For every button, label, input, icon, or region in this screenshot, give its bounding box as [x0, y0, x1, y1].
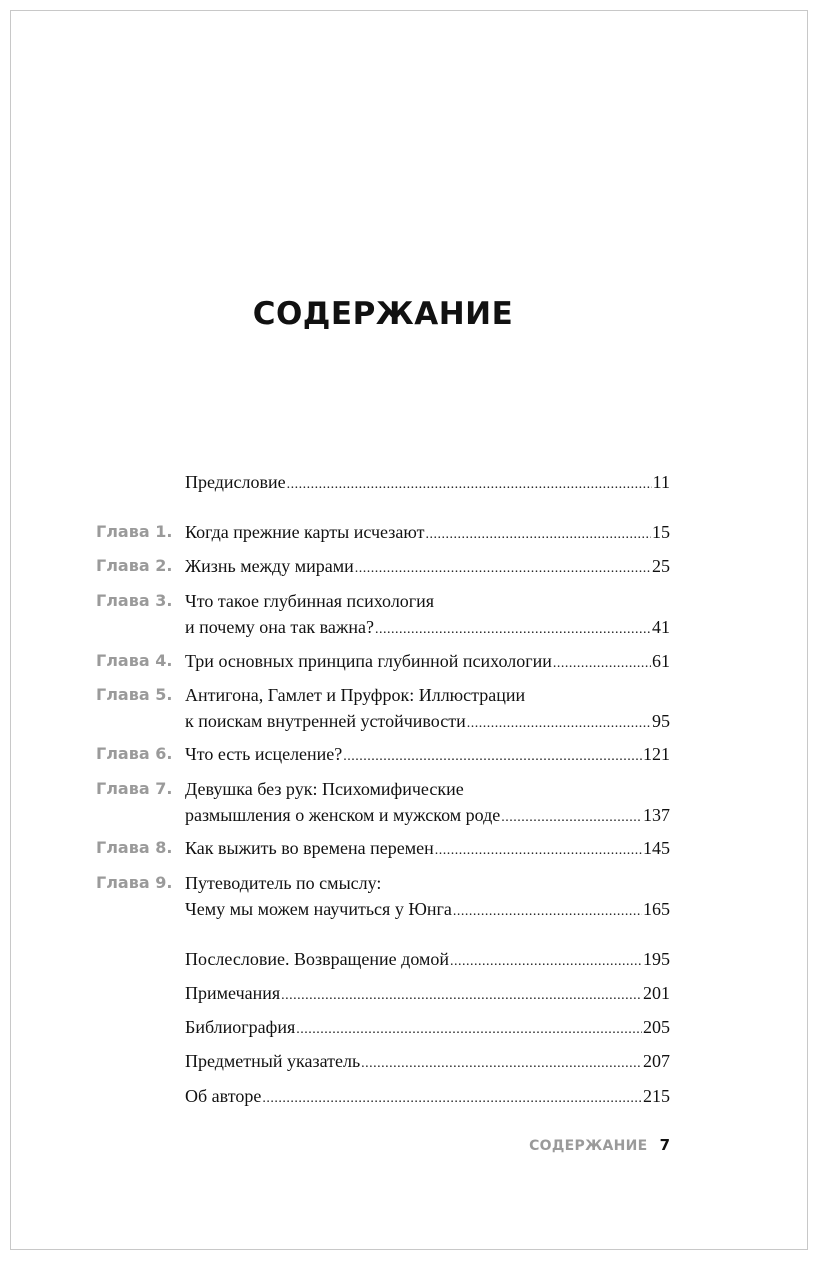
toc-page-number: 15: [652, 522, 670, 542]
toc-entry-bibliography[interactable]: [0, 1015, 820, 1039]
toc-entry-chapter-6[interactable]: [0, 742, 820, 766]
toc-entry-title-line1: Девушка без рук: Психомифические: [185, 779, 464, 799]
toc-entry-chapter-2[interactable]: [0, 554, 820, 578]
toc-line: [185, 803, 670, 827]
toc-entry-title-line1: Что такое глубинная психология: [185, 591, 435, 611]
toc-entry-chapter-8[interactable]: [0, 836, 820, 860]
toc-line: [185, 1084, 670, 1108]
toc-entry-notes[interactable]: [0, 981, 820, 1005]
toc-line: [185, 1049, 670, 1073]
toc-entry-title: Три основных принципа глубинной психологии: [185, 651, 552, 671]
toc-entry-chapter-1[interactable]: [0, 520, 820, 544]
toc-line: [185, 981, 670, 1005]
dot-leader: [262, 1087, 642, 1111]
toc-entry-afterword[interactable]: [0, 947, 820, 971]
dot-leader: [343, 745, 642, 769]
toc-line: [185, 871, 670, 895]
toc-line: [185, 742, 670, 766]
chapter-label: Глава 4.: [96, 651, 173, 670]
running-footer: [0, 1136, 670, 1158]
toc-page-number: 25: [652, 556, 670, 576]
toc-page-number: 201: [643, 983, 670, 1003]
chapter-label: Глава 6.: [96, 744, 173, 763]
toc-page-number: 121: [643, 744, 670, 764]
toc-line: [185, 683, 670, 707]
toc-entry-title: Библиография: [185, 1017, 296, 1037]
toc-entry-title: Предметный указатель: [185, 1051, 361, 1071]
toc-line: [185, 709, 670, 733]
toc-entry-title: и почему она так важна?: [185, 617, 374, 637]
toc-page-number: 165: [643, 899, 670, 919]
chapter-label: Глава 8.: [96, 838, 173, 857]
toc-page-number: 95: [652, 711, 670, 731]
toc-page-number: 145: [643, 838, 670, 858]
toc-page-number: 215: [643, 1086, 670, 1106]
toc-page-number: 207: [643, 1051, 670, 1071]
toc-entry-title: Послесловие. Возвращение домой: [185, 949, 449, 969]
toc-line: [185, 520, 670, 544]
toc-entry-title: Когда прежние карты исчезают: [185, 522, 425, 542]
toc-line: [185, 777, 670, 801]
dot-leader: [287, 473, 652, 497]
toc-line: [185, 897, 670, 921]
toc-entry-title: Чему мы можем научиться у Юнга: [185, 899, 452, 919]
toc-entry-chapter-5[interactable]: [0, 683, 820, 731]
dot-leader: [435, 839, 642, 863]
chapter-label: Глава 9.: [96, 873, 173, 892]
dot-leader: [281, 984, 642, 1008]
toc-line: [185, 615, 670, 639]
toc-entry-chapter-3[interactable]: [0, 589, 820, 637]
toc-page-number: 137: [643, 805, 670, 825]
toc-entry-chapter-7[interactable]: [0, 777, 820, 825]
dot-leader: [450, 950, 642, 974]
page-title: СОДЕРЖАНИЕ: [252, 296, 514, 332]
toc-page-number: 11: [652, 472, 670, 492]
toc-page-number: 61: [652, 651, 670, 671]
toc-line: [185, 589, 670, 613]
toc-line: [185, 470, 670, 494]
toc-entry-index[interactable]: [0, 1049, 820, 1073]
dot-leader: [553, 652, 651, 676]
toc-entry-title: Как выжить во времена перемен: [185, 838, 434, 858]
chapter-label: Глава 5.: [96, 685, 173, 704]
toc-entry-title: размышления о женском и мужском роде: [185, 805, 501, 825]
chapter-label: Глава 7.: [96, 779, 173, 798]
dot-leader: [361, 1052, 642, 1076]
toc-line: [185, 947, 670, 971]
footer-page-number: 7: [659, 1136, 670, 1154]
toc-entry-title: Жизнь между мирами: [185, 556, 354, 576]
dot-leader: [453, 900, 642, 924]
toc-entry-title: к поискам внутренней устойчивости: [185, 711, 466, 731]
dot-leader: [375, 618, 651, 642]
toc-page-number: 41: [652, 617, 670, 637]
toc-entry-about-author[interactable]: [0, 1084, 820, 1108]
dot-leader: [355, 557, 651, 581]
toc-entry-chapter-4[interactable]: [0, 649, 820, 673]
dot-leader: [467, 712, 651, 736]
chapter-label: Глава 3.: [96, 591, 173, 610]
toc-line: [185, 649, 670, 673]
chapter-label: Глава 2.: [96, 556, 173, 575]
footer-section-label: СОДЕРЖАНИЕ: [529, 1138, 648, 1154]
dot-leader: [296, 1018, 642, 1042]
dot-leader: [501, 806, 642, 830]
toc-entry-preface[interactable]: [0, 470, 820, 494]
toc-entry-title: Что есть исцеление?: [185, 744, 343, 764]
toc-entry-title-line1: Путеводитель по смыслу:: [185, 873, 382, 893]
toc-entry-title-line1: Антигона, Гамлет и Пруфрок: Иллюстрации: [185, 685, 526, 705]
toc-entry-title: Примечания: [185, 983, 281, 1003]
dot-leader: [425, 523, 651, 547]
toc-page-number: 195: [643, 949, 670, 969]
toc-entry-title: Предисловие: [185, 472, 286, 492]
toc-page-number: 205: [643, 1017, 670, 1037]
toc-line: [185, 836, 670, 860]
toc-entry-title: Об авторе: [185, 1086, 262, 1106]
toc-entry-chapter-9[interactable]: [0, 871, 820, 919]
toc-line: [185, 554, 670, 578]
toc-line: [185, 1015, 670, 1039]
chapter-label: Глава 1.: [96, 522, 173, 541]
